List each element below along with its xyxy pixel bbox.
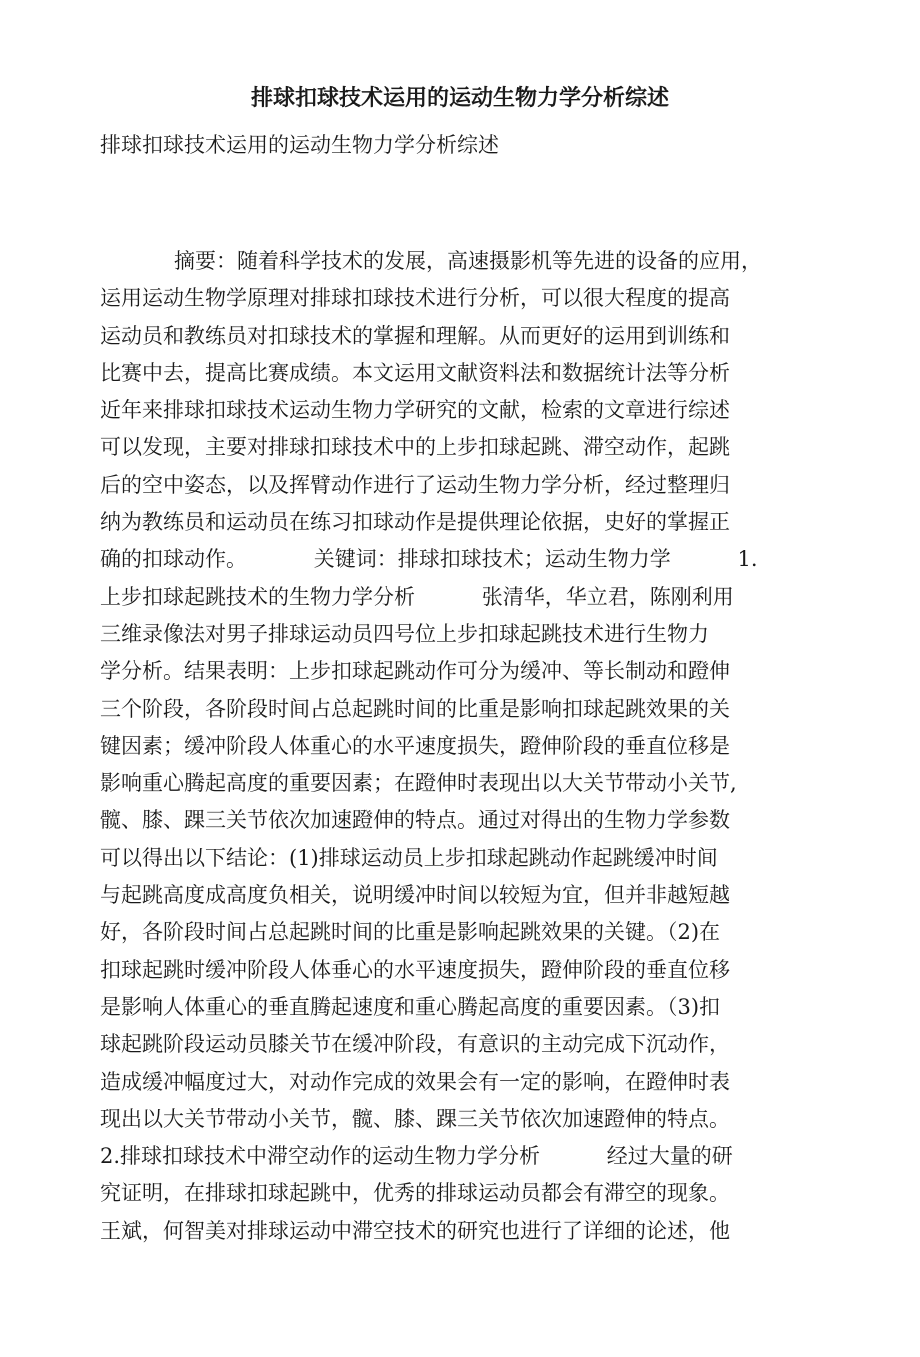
body-line: 键因素；缓冲阶段人体重心的水平速度损失，蹬伸阶段的垂直位移是	[100, 733, 730, 758]
body-line: 与起跳高度成高度负相关，说明缓冲时间以较短为宜，但并非越短越	[100, 883, 730, 908]
body-line: 确的扣球动作。 关键词：排球扣球技术；运动生物力学 1.	[100, 547, 758, 572]
body-line: 可以发现，主要对排球扣球技术中的上步扣球起跳、滞空动作，起跳	[100, 435, 730, 460]
body-line: 比赛中去，提高比赛成绩。本文运用文献资料法和数据统计法等分析	[100, 360, 730, 385]
body-line: 后的空中姿态，以及挥臂动作进行了运动生物力学分析，经过整理归	[100, 472, 730, 497]
document-title: 排球扣球技术运用的运动生物力学分析综述	[250, 86, 669, 111]
body-line: 髋、膝、踝三关节依次加速蹬伸的特点。通过对得出的生物力学参数	[100, 808, 730, 833]
body-line: 近年来排球扣球技术运动生物力学研究的文献，检索的文章进行综述	[100, 398, 730, 423]
body-line: 学分析。结果表明：上步扣球起跳动作可分为缓冲、等长制动和蹬伸	[100, 659, 730, 684]
body-line: 是影响人体重心的垂直腾起速度和重心腾起高度的重要因素。（3)扣	[100, 994, 721, 1019]
body-line: 王斌，何智美对排球运动中滞空技术的研究也进行了详细的论述，他	[100, 1218, 730, 1243]
document-subtitle: 排球扣球技术运用的运动生物力学分析综述	[100, 133, 499, 157]
body-line: 运用运动生物学原理对排球扣球技术进行分析，可以很大程度的提高	[100, 286, 730, 311]
body-line: 究证明，在排球扣球起跳中，优秀的排球运动员都会有滞空的现象。	[100, 1181, 730, 1206]
body-line: 运动员和教练员对扣球技术的掌握和理解。从而更好的运用到训练和	[100, 323, 730, 348]
body-line: 扣球起跳时缓冲阶段人体垂心的水平速度损失，蹬伸阶段的垂直位移	[100, 957, 730, 982]
body-line: 好，各阶段时间占总起跳时间的比重是影响起跳效果的关键。（2)在	[100, 920, 721, 945]
body-line: 现出以大关节带动小关节，髋、膝、踝三关节依次加速蹬伸的特点。	[100, 1106, 730, 1131]
body-line: 可以得出以下结论：(1)排球运动员上步扣球起跳动作起跳缓冲时间	[100, 845, 718, 870]
body-line: 影响重心腾起高度的重要因素；在蹬伸时表现出以大关节带动小关节,	[100, 771, 737, 796]
body-line: 摘要：随着科学技术的发展，高速摄影机等先进的设备的应用，	[174, 249, 762, 273]
body-line: 纳为教练员和运动员在练习扣球动作是提供理论依据，史好的掌握正	[100, 510, 730, 535]
body-line: 球起跳阶段运动员膝关节在缓冲阶段，有意识的主动完成下沉动作，	[100, 1032, 730, 1057]
body-line: 三维录像法对男子排球运动员四号位上步扣球起跳技术进行生物力	[100, 621, 709, 646]
document-body	[100, 243, 800, 1250]
body-line: 2.排球扣球技术中滞空动作的运动生物力学分析 经过大量的研	[100, 1144, 733, 1169]
body-line: 上步扣球起跳技术的生物力学分析 张清华，华立君，陈刚利用	[100, 584, 734, 609]
body-line: 造成缓冲幅度过大，对动作完成的效果会有一定的影响，在蹬伸时表	[100, 1069, 730, 1094]
body-line: 三个阶段，各阶段时间占总起跳时间的比重是影响扣球起跳效果的关	[100, 696, 730, 721]
